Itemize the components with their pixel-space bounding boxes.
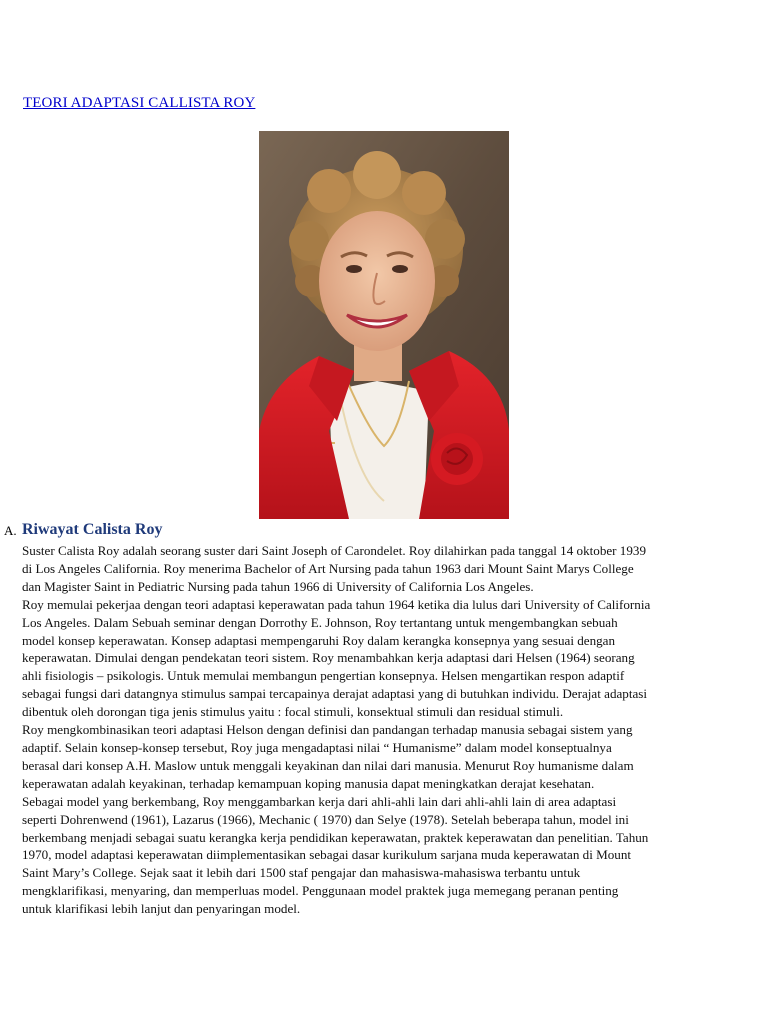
body-line: untuk klarifikasi lebih lanjut dan penyaringan model. — [22, 901, 301, 917]
body-line: 1970, model adaptasi keperawatan diimplementasikan sebagai dasar kurikulum sarjana muda keperawatan di Mount — [22, 847, 632, 863]
body-line: keperawatan. Dimulai dengan pendekatan teori sistem. Roy menambahkan kerja adaptasi dari Helsen (1964) seorang — [22, 650, 635, 666]
body-line: dibentuk oleh dorongan tiga jenis stimulus yaitu : focal stimuli, konsektual stimuli dan residual stimuli. — [22, 704, 564, 720]
body-line: dan Magister Saint in Pediatric Nursing pada tahun 1966 di University of California Los Angeles. — [22, 578, 534, 594]
body-line: keperawatan adalah keyakinan, terhadap kemampuan koping manusia dapat meningkatkan derajat kesehatan. — [22, 775, 595, 791]
body-line: di Los Angeles California. Roy menerima Bachelor of Art Nursing pada tahun 1963 dari Mount Saint Marys College — [22, 560, 634, 576]
body-line: seperti Dohrenwend (1961), Lazarus (1966), Mechanic ( 1970) dan Selye (1978). Setelah beberapa tahun, model ini — [22, 811, 629, 827]
body-line: berasal dari konsep A.H. Maslow untuk menggali keyakinan dan nilai dari manusia. Menurut Roy humanisme dalam — [22, 757, 634, 773]
body-line: sebagai fungsi dari datangnya stimulus sampai tercapainya derajat adaptasi yang di butuhkan individu. Derajat adaptasi — [22, 686, 648, 702]
body-line: berkembang menjadi sebagai suatu kerangka kerja pendidikan keperawatan, praktek keperawatan dan penelitian. Tahun — [22, 829, 649, 845]
section-marker: A. — [4, 523, 17, 538]
body-line: Saint Mary’s College. Sejak saat it lebih dari 1500 staf pengajar dan mahasiswa-mahasiswa terbantu untuk — [22, 865, 581, 881]
section-body — [22, 542, 752, 918]
body-line: Los Angeles. Dalam Sebuah seminar dengan Dorrothy E. Johnson, Roy tertantang untuk mengembangkan sebuah — [22, 614, 618, 630]
section-heading: Riwayat Calista Roy — [22, 521, 163, 538]
document-title-link[interactable]: TEORI ADAPTASI CALLISTA ROY — [23, 95, 256, 111]
body-line: adaptif. Selain konsep-konsep tersebut, Roy juga mengadaptasi nilai “ Humanisme” dalam model konseptualnya — [22, 739, 612, 755]
body-line: Suster Calista Roy adalah seorang suster dari Saint Joseph of Carondelet. Roy dilahirkan pada tanggal 14 oktober 1939 — [22, 543, 646, 558]
body-line: Sebagai model yang berkembang, Roy menggambarkan kerja dari ahli-ahli lain dari ahli-ahli lain di area adaptasi — [22, 793, 617, 809]
body-line: Roy mengkombinasikan teori adaptasi Helson dengan definisi dan pandangan terhadap manusia sebagai sistem yang — [22, 722, 633, 738]
portrait-photo — [259, 131, 509, 519]
body-line: model konsep keperawatan. Konsep adaptasi mempengaruhi Roy dalam kerangka konsepnya yang sesuai dengan — [22, 632, 616, 648]
body-line: Roy memulai pekerjaa dengan teori adaptasi keperawatan pada tahun 1964 ketika dia lulus dari University of California — [22, 596, 651, 612]
body-line: ahli fisiologis – psikologis. Untuk memulai membangun pengertian konsepnya. Helsen mengartikan respon adaptif — [22, 668, 625, 684]
body-line: mengklarifikasi, menyaring, dan memperluas model. Penggunaan model praktek juga memegang peranan penting — [22, 883, 619, 899]
